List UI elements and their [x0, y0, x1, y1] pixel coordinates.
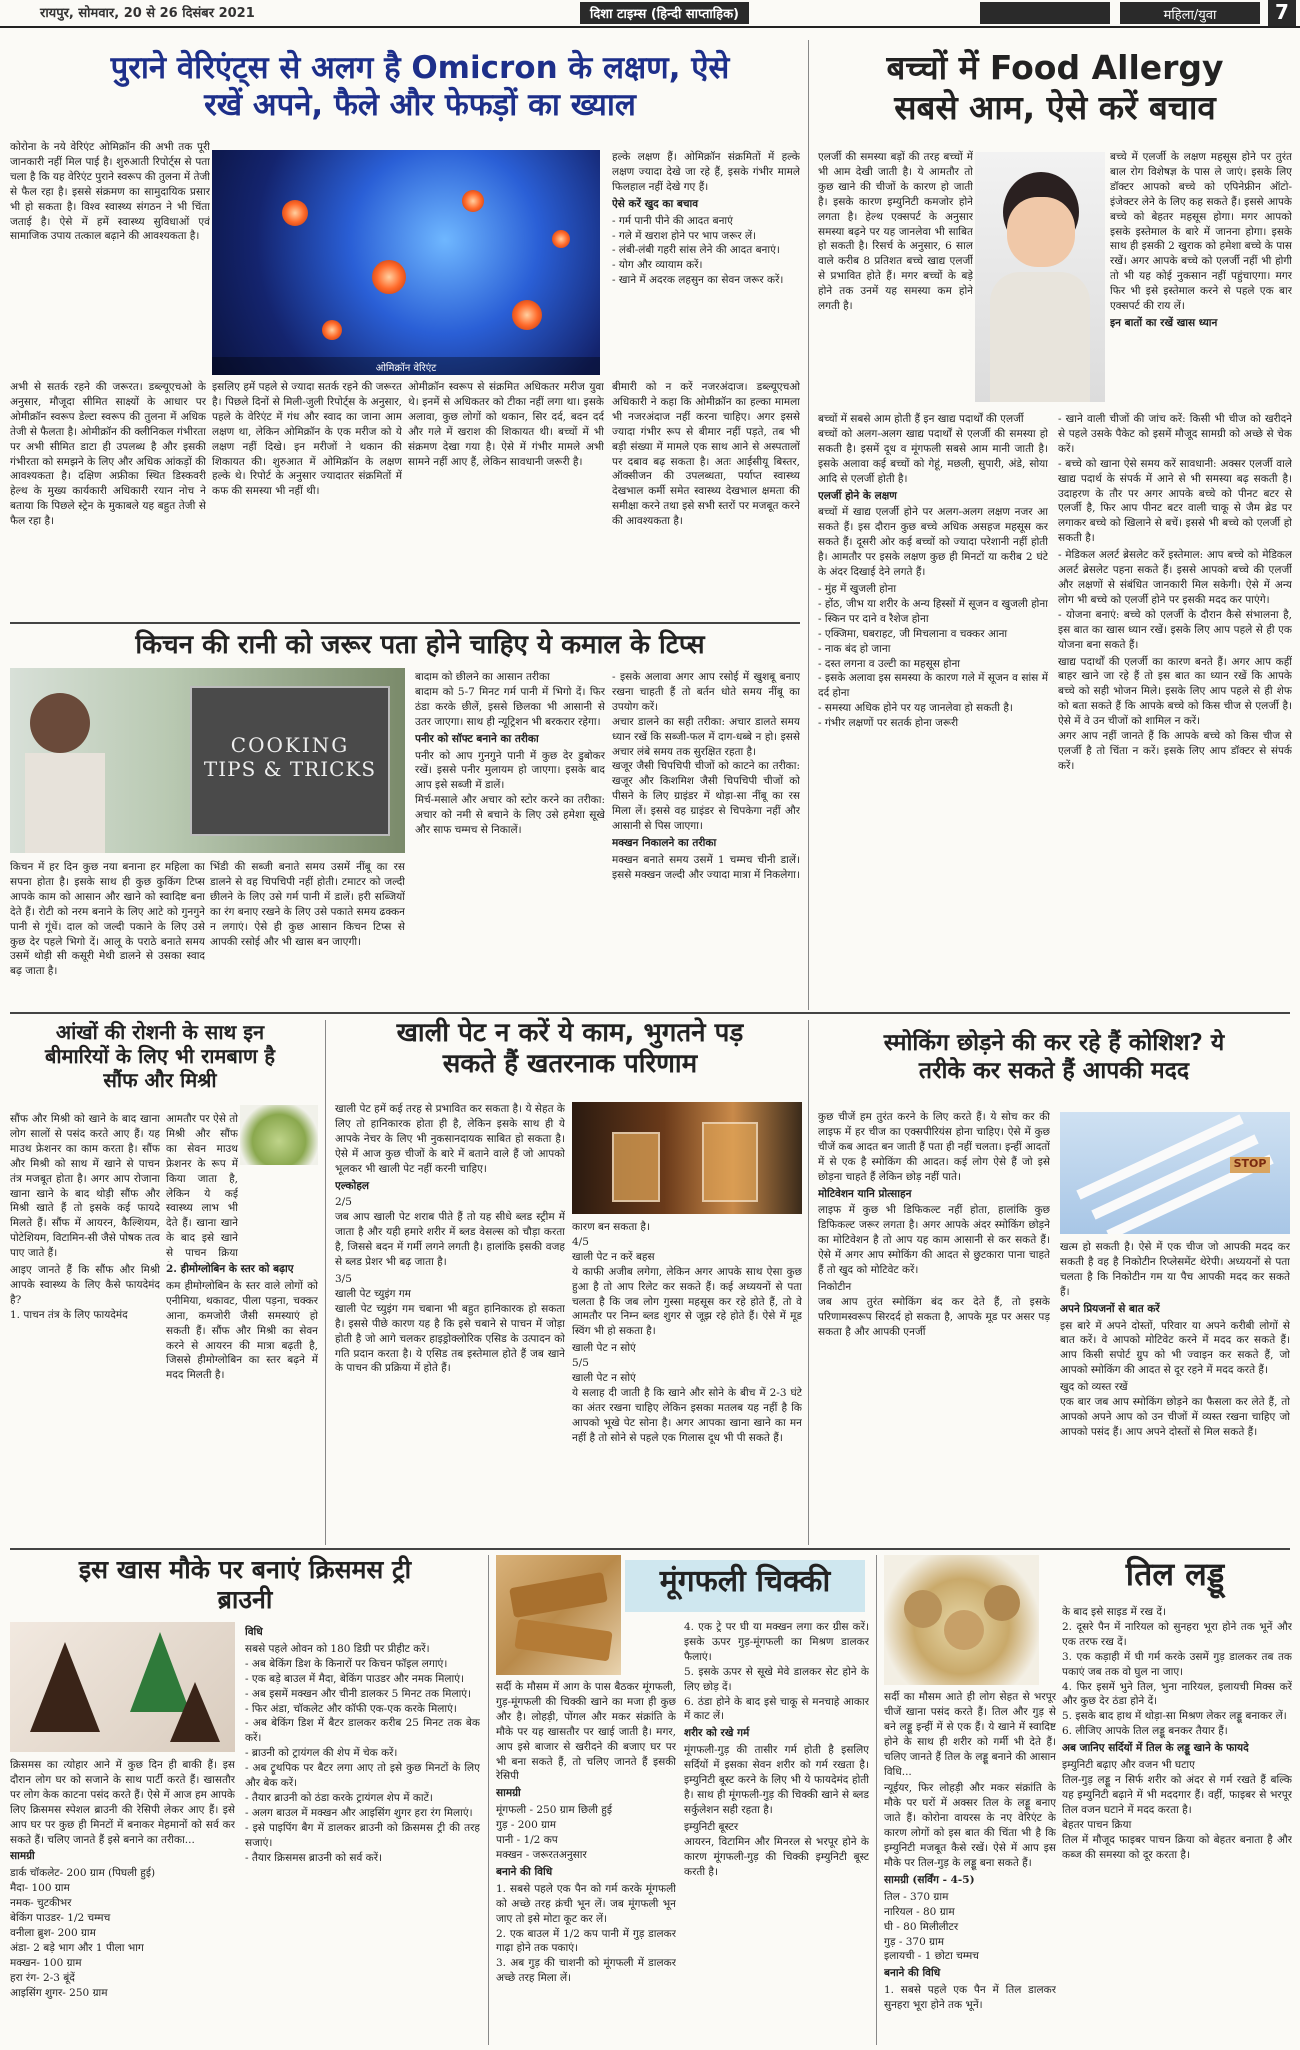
kitchen-below1-text: किचन में हर दिन कुछ नया बनाना हर महिला का सपना होता है। इसके साथ ही कुछ कुकिंग टिप्स आपके काम को आसान और खाने को स्वादिष्ट बना देते हैं। रोटी को नरम बनाने के लिए आटे को गुनगुने पानी से गूंधें। दाल को जल्दी पकाने के लिए उसे कुछ देर पहले भिगो दें। आलू के पराठे बनाते समय उसमें थोड़ी सी कसूरी मेथी डालने से उसका स्वाद बढ़ जाता है। [10, 861, 205, 978]
smoking-col1 [818, 1110, 1050, 1542]
ladoo-col1b-text: न्यूईयर, फिर लोहड़ी और मकर संक्रांति के मौके पर घरों में अक्सर तिल के लड्डू बनाए जाते हैं। कोरोना वायरस के नए वेरिएंट के कारण लोगों को इस बात की चिंता भी है कि इम्युनिटी मजबूत कैसे रखें। ऐसे में आप इस मौके पर तिल-गुड़ के लड्डू बना सकते हैं। [884, 1782, 1056, 1869]
ladoo-ball-shape [984, 1585, 1020, 1621]
chikki-col1 [496, 1680, 676, 2045]
kitchen-below2-text: भिंडी की सब्जी बनाते समय उसमें नींबू का रस डालने से वह चिपचिपी नहीं होती। टमाटर को जल्दी छीलने के लिए उसे गर्म पानी में डालें। हरी सब्जियों का रंग बनाए रखने के लिए उसे पकाते समय ढक्कन न लगाएं। ऐसे ही कुछ आसान किचन टिप्स से आपकी रसोई और भी खास बन जाएगी। [210, 861, 405, 948]
brownie-col1-text: क्रिसमस का त्योहार आने में कुछ दिन ही बाकी हैं। इस दौरान लोग घर को सजाने के साथ पार्टी करते हैं। खासतौर पर लोग केक काटना पसंद करते हैं। ऐसे में आज हम आपके लिए क्रिसमस स्पेशल ब्राउनी की रेसिपी लेकर आए हैं। इसे आप घर पर कुछ ही मिनटों में बनाकर मेहमानों को सर्व कर सकते हैं। चलिए जानते हैं इसे बनाने का तरीका... [10, 1759, 235, 1846]
column-rule [876, 1555, 877, 2045]
allergy-headline [820, 48, 1290, 127]
ladoo-col2b-text: इम्युनिटी बढ़ाए और वजन भी घटाए तिल-गुड़ लड्डू न सिर्फ शरीर को अंदर से गर्म रखते हैं बल्कि यह इम्युनिटी बढ़ाने में भी मददगार हैं। वहीं, फाइबर से भरपूर तिल वजन घटाने में मदद करता है। बेहतर पाचन क्रिया तिल में मौजूद फाइबर पाचन क्रिया को बेहतर बनाता है और कब्ज की समस्या को दूर करता है। [1062, 1759, 1292, 1861]
allergy-col2c-text: - मेडिकल अलर्ट ब्रेसलेट करें इस्तेमाल: आप बच्चे को मेडिकल अलर्ट ब्रेसलेट पहना सकते हैं। इससे आपको बच्चे की एलर्जी और लक्षणों से संबंधित जानकारी मिल सकेगी। ऐसे में अन्य लोग भी बच्चे को एलर्जी होने पर इसकी मदद कर पाएंगे। - योजना बनाएं: बच्चे को एलर्जी के दौरान कैसे संभालना है, इस बात का खास ध्यान रखें। इसके लिए आप पहले से ही एक योजना बना सकते हैं। [1058, 549, 1292, 651]
omicron-headline [40, 50, 800, 124]
virus-particle [322, 320, 342, 340]
ladoo-photo [884, 1555, 1039, 1685]
empty-stomach-drinks-photo [572, 1102, 802, 1214]
allergy-col2-lower [1058, 412, 1292, 1010]
glass-shape [702, 1122, 758, 1202]
ladoo-ingredients-title: सामग्री (सर्विंग - 4-5) [884, 1873, 975, 1886]
column-rule [808, 40, 809, 1010]
virus-particle [372, 260, 406, 294]
ladoo-col2-text: के बाद इसे साइड में रख दें। 2. दूसरे पैन में नारियल को सुनहरा भूरा होने तक भूनें और एक तरफ रख दें। 3. एक कड़ाही में घी गर्म करके उसमें गुड़ डालकर तब तक पकाएं जब तक वो घुल ना जाए। 4. फिर इसमें भुने तिल, भुना नारियल, इलायची मिक्स करें और कुछ देर ठंडा होने दें। 5. इसके बाद हाथ में थोड़ा-सा मिश्रण लेकर लड्डू बनाकर लें। 6. लीजिए आपके तिल लड्डू बनकर तैयार हैं। [1062, 1606, 1292, 1738]
chikki-ingredients-list: मूंगफली - 250 ग्राम छिली हुई गुड़ - 200 ग्राम पानी - 1/2 कप मक्खन - जरूरतअनुसार [496, 1804, 612, 1861]
tree-brownie-shape [30, 1642, 100, 1732]
allergy-boy-photo [975, 152, 1105, 402]
brownie-photo [10, 1622, 235, 1752]
empty-stomach-headline [335, 1018, 805, 1080]
chikki-photo [496, 1555, 621, 1675]
chikki-col2c-text: इम्युनिटी बूस्टर आयरन, विटामिन और मिनरल से भरपूर होने के कारण मूंगफली-गुड़ की चिक्की इम्युनिटी बूस्ट करती है। [684, 1820, 869, 1878]
smoking-headline [818, 1030, 1290, 1085]
empty-stomach-col1 [335, 1102, 565, 1542]
brownie-method-title: विधि [245, 1626, 263, 1638]
stop-label: STOP [1230, 1157, 1270, 1173]
boy-face [1007, 197, 1075, 267]
ladoo-ball-shape [904, 1590, 942, 1628]
smoking-col2-subhead: अपने प्रियजनों से बात करें [1060, 1302, 1160, 1315]
chikki-col2b-text: मूंगफली-गुड़ की तासीर गर्म होती है इसलिए सर्दियों में इसका सेवन शरीर को गर्म रखता है। इम्युनिटी बूस्ट करने के लिए भी ये फायदेमंद होती है। साथ ही मूंगफली-गुड़ की चिक्की खाने से ब्लड सर्कुलेशन सही रहता है। [684, 1744, 869, 1816]
empty-stomach-headline-line1: खाली पेट न करें ये काम, भुगतने पड़ [396, 1018, 744, 1048]
brownie-ingredients-list: डार्क चॉकलेट- 200 ग्राम (पिघली हुई) मैदा- 100 ग्राम नमक- चुटकीभर बेकिंग पाउडर- 1/2 चम्मच वनीला ब्रुश- 200 ग्राम अंडा- 2 बड़े भाग और 1 पीला भाग मक्खन- 100 ग्राम हरा रंग- 2-3 बूंदें आइसिंग शुगर- 250 ग्राम [10, 1867, 156, 1999]
ladoo-steps-list: 1. सबसे पहले एक पैन में तिल डालकर सुनहरा भूरा होने तक भूनें। [884, 1984, 1056, 2012]
omicron-col4-text: हल्के लक्षण हैं। ओमिक्रॉन संक्रमितों में हल्के लक्षण ज्यादा देखे जा रहे हैं, इसके गंभीर मामले फिलहाल नहीं देखे गए हैं। [612, 151, 800, 193]
omicron-col1b-text: अभी से सतर्क रहने की जरूरत। डब्ल्यूएचओ के अनुसार, मौजूदा सीमित साक्ष्यों के आधार पर ओमीक्रॉन स्वरूप डेल्टा स्वरूप की तुलना में अधिक तेजी से फैलता है। ओमीक्रॉन की क्लीनिकल गंभीरता पर अभी सीमित डाटा ही उपलब्ध है और इसकी गंभीरता को समझने के लिए और अधिक आंकड़ों की आवश्यकता है। दक्षिण अफ्रीका स्थित डिस्कवरी हेल्थ के मुख्य कार्यकारी अधिकारी रयान नोच ने बताया कि पिछले स्ट्रेन के मुकाबले यह बहुत तेजी से फैल रहा है। [10, 381, 206, 528]
smoking-col1b-text: लाइफ में कुछ भी डिफिकल्ट नहीं होता, हालांकि कुछ डिफिकल्ट जरूर लगता है। अगर आपके अंदर स्मोकिंग छोड़ने का मोटिवेशन है तो आप यह काम आसानी से कर सकते हैं। ऐसे में अगर आप स्मोकिंग की आदत से छुटकारा पाना चाहते हैं तो खुद को मोटिवेट करें। [818, 1204, 1050, 1277]
kitchen-headline: किचन की रानी को जरूर पता होने चाहिए ये कमाल के टिप्स [135, 630, 705, 660]
smoking-col1-subhead: मोटिवेशन यानि प्रोत्साहन [818, 1187, 912, 1200]
chikki-col2 [684, 1620, 869, 2045]
smoking-col2 [1060, 1240, 1290, 1542]
kitchen-col1b-text: पनीर को आप गुनगुने पानी में कुछ देर डुबोकर रखें। इससे पनीर मुलायम हो जाएगा। इसके बाद आप इसे सब्जी में डालें। मिर्च-मसाले और अचार को स्टोर करने का तरीका: अचार को नमी से बचाने के लिए उसे हमेशा सूखे और साफ चम्मच से निकालें। [415, 749, 605, 837]
brownie-method-text: सबसे पहले ओवन को 180 डिग्री पर प्रीहीट करें। - अब बेकिंग डिश के किनारों पर किचन फॉइल लगाएं। - एक बड़े बाउल में मैदा, बेकिंग पाउडर और नमक मिलाएं। - अब इसमें मक्खन और चीनी डालकर 5 मिनट तक मिलाएं। - फिर अंडा, चॉकलेट और कॉफी एक-एक करके मिलाएं। - अब बेकिंग डिश में बैटर डालकर करीब 25 मिनट तक बेक करें। - ब्राउनी को ट्रायंगल की शेप में चेक करें। - अब ट्रूथपिक पर बैटर लगा आए तो इसे कुछ मिनटों के लिए और बेक करें। - तैयार ब्राउनी को ठंडा करके ट्रायंगल शेप में काटें। - अलग बाउल में मक्खन और आइसिंग शुगर हरा रंग मिलाएं। - इसे पाइपिंग बैग में डालकर ब्राउनी को क्रिसमस ट्री की तरह सजाएं। - तैयार क्रिसमस ब्राउनी को सर्व करें। [245, 1642, 480, 1864]
ladoo-steps-title: बनाने की विधि [884, 1967, 941, 1980]
brownie-col2 [245, 1625, 480, 2043]
cooking-tips-card [190, 686, 390, 836]
omicron-headline-line1: पुराने वेरिएंट्स से अलग है Omicron के लक्षण, ऐसे [110, 50, 730, 86]
chikki-col2-subhead: शरीर को रखे गर्म [684, 1727, 750, 1740]
allergy-col1b-text: बच्चों में सबसे आम होती हैं इन खाद्य पदार्थों की एलर्जी बच्चों को अलग-अलग खाद्य पदार्थों से एलर्जी की समस्या हो सकती है। इसमें दूध व मूंगफली सबसे आम मानी जाती है। इसके अलावा कई बच्चों को गेहूं, मछली, सुपारी, अंडे, सोया आदि से एलर्जी होती है। [818, 413, 1048, 485]
ladoo-col2 [1062, 1605, 1292, 2045]
column-rule [325, 1020, 326, 1545]
fennel-headline-line2: बीमारियों के लिए भी रामबाण है [44, 1044, 276, 1068]
chikki-steps-title: बनाने की विधि [496, 1865, 553, 1878]
smoking-headline-line1: स्मोकिंग छोड़ने की कर रहे हैं कोशिश? ये [883, 1030, 1225, 1056]
column-rule [808, 1020, 809, 1545]
empty-stomach-col2-text: कारण बन सकता है। 4/5 खाली पेट न करें बहस ये काफी अजीब लगेगा, लेकिन अगर आपके साथ ऐसा कुछ हुआ है तो आप रिलेट कर सकते हैं। कई अध्ययनों से पता चलता है कि जब लोग गुस्सा महसूस कर रहे होते हैं, तो वे आमतौर पर निम्न ब्लड शुगर से जूझ रहे होते हैं। ऐसे में मूड स्विंग भी हो सकता है। [572, 1221, 802, 1338]
ladoo-ball-shape [944, 1610, 984, 1650]
smoking-col2c-text: खुद को व्यस्त रखें एक बार जब आप स्मोकिंग छोड़ने का फैसला कर लेते हैं, तो आपको अपने आप को उन चीजों में व्यस्त रखना चाहिए जो आपको पसंद हैं। आप अपने दोस्तों से मिल सकते हैं। [1060, 1381, 1290, 1438]
tree-brownie-shape [170, 1682, 220, 1742]
chikki-col2-text: 4. एक ट्रे पर घी या मक्खन लगा कर ग्रीस करें। इसके ऊपर गुड़-मूंगफली का मिश्रण डालकर फैलाएं। 5. इसके ऊपर से सूखे मेवे डालकर सेट होने के लिए छोड़ दें। 6. ठंडा होने के बाद इसे चाकू से मनचाहे आकार में काट लें। [684, 1621, 869, 1723]
fennel-col2 [166, 1262, 318, 1542]
smoking-cigarettes-photo [1060, 1112, 1290, 1234]
fennel-headline-line3: सौंफ और मिश्री [103, 1068, 217, 1092]
fennel-headline-line1: आंखों की रोशनी के साथ इन [55, 1020, 265, 1044]
omicron-col4-list: - गर्म पानी पीने की आदत बनाएं - गले में खराश होने पर भाप जरूर लें। - लंबी-लंबी गहरी सांस लेने की आदत बनाएं। - योग और व्यायाम करें। - खाने में अदरक लहसुन का सेवन जरूर करें। [612, 214, 784, 287]
kitchen-col2-subhead: मक्खन निकालने का तरीका [612, 836, 717, 849]
allergy-col2b-text: - खाने वाली चीजों की जांच करें: किसी भी चीज को खरीदने से पहले उसके पैकेट को इसमें मौजूद सामग्री को अच्छे से चेक करें। - बच्चे को खाना ऐसे समय करें सावधानी: अक्सर एलर्जी वाले खाद्य पदार्थ के संपर्क में आने से भी समस्या बढ़ सकती है। उदाहरण के तौर पर अगर आपके बच्चे को पीनट बटर से एलर्जी है, फिर आप पीनट बटर वाली चाकू से जैम ब्रेड पर लगाकर बच्चे को खिलाने से बचें। इससे भी बच्चे को एलर्जी हो सकती है। [1058, 413, 1292, 545]
divider [10, 622, 800, 624]
empty-stomach-col1b-text: 2/5 जब आप खाली पेट शराब पीते हैं तो यह सीधे ब्लड स्ट्रीम में जाता है और यही हमारे शरीर में ब्लड वेसल्स को चौड़ा करता है, जिससे बदन में गर्मी लगने लगती है। हालांकि इसकी वजह से ब्लड प्रेशर भी बढ़ जाता है। [335, 1196, 565, 1269]
virus-particle [512, 300, 542, 330]
fennel-col1-text: सौंफ और मिश्री को खाने के बाद खाना लोग सालों से पसंद करते आए हैं। यह माउथ फ्रेशनर का काम करता है। सौंफ और मिश्री को साथ में खाने से पाचन तंत्र मजबूत होता है। अगर आप रोजाना खाना खाने के बाद थोड़ी सौंफ और मिश्री खाते हैं तो इसके कई फायदे मिलते हैं। सौंफ में आयरन, कैल्शियम, पोटेशियम, विटामिन-सी जैसे पोषक तत्व पाए जाते हैं। [10, 1113, 160, 1260]
divider [10, 1012, 1290, 1014]
chikki-steps-list: 1. सबसे पहले एक पैन को गर्म करके मूंगफली को अच्छे तरह क्रंची भून लें। जब मूंगफली भून जाए तो इसे मोटा कूट कर लें। 2. एक बाउल में 1/2 कप पानी में गुड़ डालकर गाढ़ा होने तक पकाएं। 3. अब गुड़ की चाशनी को मूंगफली में डालकर अच्छे तरह मिला लें। [496, 1882, 676, 1985]
omicron-col3 [408, 380, 604, 615]
masthead-date: रायपुर, सोमवार, 20 से 26 दिसंबर 2021 [40, 6, 255, 21]
omicron-col4-subhead: ऐसे करें खुद का बचाव [612, 197, 699, 210]
ladoo-headline: तिल लड्डू [1125, 1555, 1225, 1593]
brownie-headline-line1: इस खास मौके पर बनाएं क्रिसमस ट्री [78, 1555, 412, 1584]
chikki-headline: मूंगफली चिक्की [625, 1560, 865, 1612]
kitchen-photo [10, 668, 405, 853]
omicron-col3-text: ओमीक्रॉन स्वरूप से संक्रमित अधिकतर मरीज युवा थे। इनमें से अधिकतर को टीका नहीं लगा था। इसके अलावा, कुछ लोगों को थकान, सिर दर्द, बदन दर्द और गले में खराश की शिकायत थी। बच्चों में भी संक्रमण देखा गया है। ऐसे में गंभीर मामले अभी सामने नहीं आए हैं, लेकिन सावधानी जरूरी है। [408, 381, 604, 468]
omicron-col1-text: कोरोना के नये वेरिएंट ओमिक्रॉन की अभी तक पूरी जानकारी नहीं मिल पाई है। शुरुआती रिपोर्ट्स से पता चला है कि यह वेरिएंट पुराने स्वरूप की तुलना में तेजी से फैल रहा है। इससे संक्रमण का सामुदायिक प्रसार भी हो सकता है। विश्व स्वास्थ्य संगठन ने भी चिंता जताई है। ऐसे में हमें स्वास्थ्य सुविधाओं एवं सामाजिक उपाय तत्काल बढ़ाने की आवश्यकता है। [10, 141, 210, 243]
boy-shirt [990, 272, 1090, 402]
smoking-headline-line2: तरीके कर सकते हैं आपकी मदद [918, 1057, 1190, 1084]
allergy-col2d-text: खाद्य पदार्थों की एलर्जी का कारण बनते हैं। अगर आप कहीं बाहर खाने जा रहे हैं तो इस बात का ध्यान रखें कि आपके बच्चे को सही भोजन मिले। इसके लिए आप पहले से ही शेफ को बता सकते हैं कि आपके बच्चे को किस चीज से एलर्जी है। ऐसे में वे उन चीजों को शामिल न करें। अगर आप नहीं जानते हैं कि आपके बच्चे को किस चीज से एलर्जी है तो चिंता न करें। इसके लिए आप डॉक्टर से संपर्क करें। [1058, 655, 1292, 772]
column-rule [488, 1555, 489, 2045]
virus-particle [282, 200, 308, 226]
brownie-col1 [10, 1758, 235, 2043]
omicron-col2 [212, 380, 402, 615]
empty-stomach-headline-line2: सकते हैं खतरनाक परिणाम [442, 1049, 698, 1080]
empty-stomach-col1c-text: 3/5 खाली पेट च्युइंग गम खाली पेट च्युइंग गम चबाना भी बहुत हानिकारक हो सकता है। इससे पीछे कारण यह है कि इसे चबाने से पाचन में जोड़ा होती है जो आगे चलकर हाइड्रोक्लोरिक एसिड के उत्पादन को गति प्रदान करता है। ये एसिड तब इस्तेमाल होते हैं जब खाने के पाचन की प्रक्रिया में होते हैं। [335, 1272, 565, 1375]
kitchen-col2b-text: मक्खन बनाते समय उसमें 1 चम्मच चीनी डालें। इससे मक्खन जल्दी और ज्यादा मात्रा में निकलेगा। [612, 853, 800, 881]
empty-stomach-col2 [572, 1220, 802, 1542]
allergy-col1c-text: बच्चों में खाद्य एलर्जी होने पर अलग-अलग लक्षण नजर आ सकते हैं। इस दौरान कुछ बच्चे अधिक असहज महसूस कर सकते हैं। दूसरी ओर कई बच्चों को ज्यादा परेशानी नहीं होती है। आमतौर पर इसके लक्षण कुछ ही मिनटों या करीब 2 घंटे के अंदर दिखाई देने लगते हैं। [818, 506, 1048, 579]
allergy-col2-subhead: इन बातों का रखें खास ध्यान [1110, 316, 1218, 329]
allergy-col1 [818, 150, 973, 410]
kitchen-col2-text: - इसके अलावा अगर आप रसोई में खुशबू बनाए रखना चाहती हैं तो बर्तन धोते समय नींबू का उपयोग करें। अचार डालने का सही तरीका: अचार डालते समय ध्यान रखें कि सब्जी-फल में दाग-धब्बे न हो। इससे अचार लंबे समय तक सुरक्षित रहता है। खजूर जैसी चिपचिपी चीजों को काटने का तरीका: खजूर और किशमिश जैसी चिपचिपी चीजों को पीसने के लिए ग्राइंडर में थोड़ा-सा नींबू का रस मिला लें। इससे वह ग्राइंडर से चिपकेगा नहीं और आसानी से पिस जाएगा। [612, 671, 800, 833]
page-number: 7 [1268, 0, 1296, 26]
cooking-card-line1: COOKING [230, 733, 350, 757]
omicron-col1 [10, 140, 210, 380]
masthead-bar [980, 2, 1110, 24]
omicron-col4 [612, 150, 800, 380]
empty-stomach-col1-subhead: एल्कोहल [335, 1179, 370, 1192]
virus-particle [462, 190, 484, 212]
allergy-col2 [1110, 150, 1292, 410]
fennel-col2-subhead: 2. हीमोग्लोबिन के स्तर को बढ़ाए [166, 1263, 294, 1275]
omicron-col1b [10, 380, 206, 615]
ladoo-col1-text: सर्दी का मौसम आते ही लोग सेहत से भरपूर चीजें खाना पसंद करते हैं। तिल और गुड़ से बने लड्डू इन्हीं में से एक हैं। ये खाने में स्वादिष्ट होने के साथ ही शरीर को गर्मी भी देते हैं। चलिए जानते हैं तिल के लड्डू बनाने की आसान विधि... [884, 1691, 1056, 1778]
kitchen-col2 [612, 670, 800, 1010]
kitchen-col1-text: बादाम को छीलने का आसान तरीका बादाम को 5-7 मिनट गर्म पानी में भिगो दें। फिर ठंडा करके छीलें, इससे छिलका भी आसानी से उतर जाएगा। साथ ही न्यूट्रिशन भी बरकरार रहेगा। [415, 671, 605, 728]
empty-stomach-col2b-text: खाली पेट न सोएं 5/5 खाली पेट न सोएं ये सलाह दी जाती है कि खाने और सोने के बीच में 2-3 घंटे का अंतर रखना चाहिए लेकिन इसका मतलब यह नहीं है कि आपको भूखे पेट सोना है। अगर आपका खाना खाने का मन नहीं है तो सोने से पहले एक गिलास दूध भी पी सकते हैं। [572, 1342, 802, 1444]
woman-figure [25, 753, 105, 853]
masthead-section: महिला/युवा [1120, 2, 1260, 24]
fennel-col1 [10, 1112, 160, 1542]
kitchen-col-below2 [210, 860, 405, 1010]
allergy-symptoms-list: - मुंह में खुजली होना - होंठ, जीभ या शरीर के अन्य हिस्सों में सूजन व खुजली होना - स्किन पर दाने व रैशेज होना - एक्जिमा, घबराहट, जी मिचलाना व चक्कर आना - नाक बंद हो जाना - दस्त लगना व उल्टी का महसूस होना - इसके अलावा इस समस्या के कारण गले में सूजन व सांस में दर्द होना - समस्या अधिक होने पर यह जानलेवा हो सकती है। - गंभीर लक्षणों पर सतर्क होना जरूरी [818, 582, 1048, 730]
woman-figure [30, 693, 90, 753]
fennel-col2b-text: कम हीमोग्लोबिन के स्तर वाले लोगों को एनीमिया, थकावट, पीला पड़ना, चक्कर आना, कमजोरी जैसी समस्याएं हो सकती हैं। सौंफ और मिश्री का सेवन करने से आयरन की मात्रा बढ़ती है, जिससे हीमोग्लोबिन का स्तर बढ़ने में मदद मिलती है। [166, 1279, 318, 1382]
allergy-headline-line1: बच्चों में Food Allergy [886, 48, 1224, 87]
allergy-col2-text: बच्चे में एलर्जी के लक्षण महसूस होने पर तुरंत बाल रोग विशेषज्ञ के पास ले जाएं। इसके लिए डॉक्टर आपको बच्चे को एपिनेफ्रीन ऑटो-इंजेक्टर लेने के लिए कह सकते हैं। इससे आपके बच्चे को बेहतर महसूस होगा। मगर आपको इसके इस्तेमाल के बारे में जानना होगा। इसके साथ ही इसकी 2 खुराक को हमेशा बच्चे के पास रखें। अगर आपके बच्चे को एलर्जी नहीं भी होगी तो भी यह कोई नुकसान नहीं पहुंचाएगा। मगर फिर भी इसे इस्तेमाल करने से पहले एक बार एक्सपर्ट की राय लें। [1110, 151, 1292, 313]
kitchen-col1 [415, 670, 605, 1010]
fennel-col1b-text: आइए जानते हैं कि सौंफ और मिश्री आपके स्वास्थ्य के लिए कैसे फायदेमंद है? 1. पाचन तंत्र के लिए फायदेमंद [10, 1264, 160, 1321]
omicron-headline-line2: रखें अपने, फैले और फेफड़ों का ख्याल [204, 87, 636, 124]
chikki-ingredients-title: सामग्री [496, 1787, 521, 1800]
allergy-col1-text: एलर्जी की समस्या बड़ों की तरह बच्चों में भी आम देखी जाती है। ये आमतौर तो कुछ खाने की चीजों के कारण हो जाती है। इसके कारण इम्युनिटी कमजोर होने लगता है। हेल्थ एक्सपर्ट के अनुसार समस्या बढ़ने पर यह जानलेवा भी साबित हो सकती है। रिसर्च के अनुसार, 6 साल वाले करीब 8 प्रतिशत बच्चे खाद्य एलर्जी से प्रभावित होते हैं। मगर बच्चों के बड़े होने तक उनमें यह समस्या कम होने लगती है। [818, 151, 973, 313]
brownie-headline-line2: ब्राउनी [217, 1585, 273, 1614]
ladoo-col1 [884, 1690, 1056, 2045]
cooking-card-line2: TIPS & TRICKS [203, 757, 377, 781]
smoking-col2-text: खत्म हो सकती है। ऐसे में एक चीज जो आपकी मदद कर सकती है वह है निकोटीन रिप्लेसमेंट थेरेपी। अध्ययनों से पता चलता है कि निकोटीन गम या पैच आपकी मदद कर सकते हैं। [1060, 1241, 1290, 1298]
omicron-virus-photo [212, 150, 600, 375]
virus-particle [552, 230, 570, 248]
omicron-col4c [612, 380, 800, 615]
fennel-headline [10, 1020, 310, 1092]
divider [10, 1548, 1290, 1550]
ladoo-ingredients-list: तिल - 370 ग्राम नारियल - 80 ग्राम घी - 80 मिलीलीटर गुड़ - 370 ग्राम इलायची - 1 छोटा चम्मच [884, 1890, 979, 1963]
kitchen-col1-subhead: पनीर को सॉफ्ट बनाने का तरीका [415, 732, 539, 745]
omicron-col2-text: इसलिए हमें पहले से ज्यादा सतर्क रहने की जरूरत है। पिछले दिनों से मिली-जुली रिपोर्ट्स के अनुसार, पहले के वेरिएंट में गंध और स्वाद का जाना आम लक्षण था, लेकिन ओमिक्रॉन के एक मरीज को ये लक्षण नहीं दिखे। इन मरीजों ने थकान की शिकायत की। शुरुआत में ओमिक्रॉन के लक्षण हल्के थे। रिपोर्ट के अनुसार ज्यादातर संक्रमितों में कफ की समस्या भी नहीं थी। [212, 381, 402, 498]
chikki-bar-shape [514, 1619, 612, 1662]
allergy-col1-lower [818, 412, 1048, 1010]
smoking-col2b-text: इस बारे में अपने दोस्तों, परिवार या अपने करीबी लोगों से बात करें। वे आपको मोटिवेट करने में मदद कर सकते हैं। आप किसी सपोर्ट ग्रुप को भी ज्वाइन कर सकते हैं, जो आपको स्मोकिंग की आदत से दूर रहने में मदद करते हैं। [1060, 1319, 1290, 1377]
chikki-col1-text: सर्दी के मौसम में आग के पास बैठकर मूंगफली, गुड़-मूंगफली की चिक्की खाने का मजा ही कुछ और है। लोहड़ी, पोंगल और मकर संक्रांति के मौके पर यह खासतौर पर खाई जाती है। मगर, आप इसे बाजार से खरीदने की बजाए घर पर भी बना सकते हैं, तो चलिए जानते हैं इसकी रेसिपी [496, 1681, 676, 1783]
empty-stomach-col1-text: खाली पेट हमें कई तरह से प्रभावित कर सकता है। ये सेहत के लिए तो हानिकारक होता ही है, लेकिन इसके साथ ही ये आपके नेचर के लिए भी नुकसानदायक साबित हो सकता है। ऐसे में आज कुछ चीजों के बारे में बताने वाले हैं जो आपको भूलकर भी खाली पेट नहीं करनी चाहिए। [335, 1103, 565, 1175]
smoking-col1c-text: निकोटीन जब आप तुरंत स्मोकिंग बंद कर देते हैं, तो इसके परिणामस्वरूप सिरदर्द हो सकता है, आपके मूड पर असर पड़ सकता है और आपकी एनर्जी [818, 1280, 1050, 1338]
brownie-headline [10, 1555, 480, 1615]
ladoo-col2-subhead: अब जानिए सर्दियों में तिल के लड्डू खाने के फायदे [1062, 1742, 1249, 1755]
allergy-symptoms-subhead: एलर्जी होने के लक्षण [818, 489, 897, 502]
brownie-ingredients-title: सामग्री [10, 1850, 35, 1863]
fennel-col2-text: आमतौर पर ऐसे तो मिश्री और सौंफ का सेवन माउथ फ्रेशनर के रूप में किया जाता है, लेकिन ये कई स्वास्थ्य लाभ भी देते हैं। खाना खाने के बाद इसे खाने से पाचन क्रिया [166, 1113, 238, 1260]
smoking-col1-text: कुछ चीजें हम तुरंत करने के लिए करते हैं। ये सोच कर की लाइफ में हर चीज का एक्सपीरियंस होना चाहिए। ऐसे में कुछ चीजें कब आदत बन जाती हैं पता ही नहीं चलता। इन्हीं आदतों में से एक है स्मोकिंग की आदत। कई लोग ऐसे हैं जो इसे छोड़ना चाहते हैं लेकिन छोड़ नहीं पाते। [818, 1111, 1050, 1183]
omicron-col4c-text: बीमारी को न करें नजरअंदाज। डब्ल्यूएचओ अधिकारी ने कहा कि ओमीक्रॉन का हल्का मामला भी नजरअंदाज नहीं करना चाहिए। अगर इससे ज्यादा गंभीर रूप से बीमार नहीं पड़ते, तब भी बड़ी संख्या में मामले एक साथ आने से अस्पतालों पर दबाव बढ़ सकता है। अतः आईसीयू बिस्तर, ऑक्सीजन की उपलब्धता, पर्याप्त स्वास्थ्य देखभाल कर्मी समेत स्वास्थ्य देखभाल क्षमता की समीक्षा करने तथा इसे सभी स्तरों पर मजबूत करने की आवश्यकता है। [612, 381, 800, 528]
masthead-paper-name: दिशा टाइम्स (हिन्दी साप्ताहिक) [580, 2, 749, 24]
omicron-photo-caption: ओमिक्रॉन वेरिएंट [212, 357, 600, 375]
chikki-bar-shape [509, 1572, 608, 1618]
kitchen-col-below1 [10, 860, 205, 1010]
fennel-photo [240, 1105, 318, 1165]
allergy-headline-line2: सबसे आम, ऐसे करें बचाव [894, 87, 1216, 127]
glass-shape [612, 1132, 660, 1202]
fennel-col2-top [166, 1112, 238, 1262]
